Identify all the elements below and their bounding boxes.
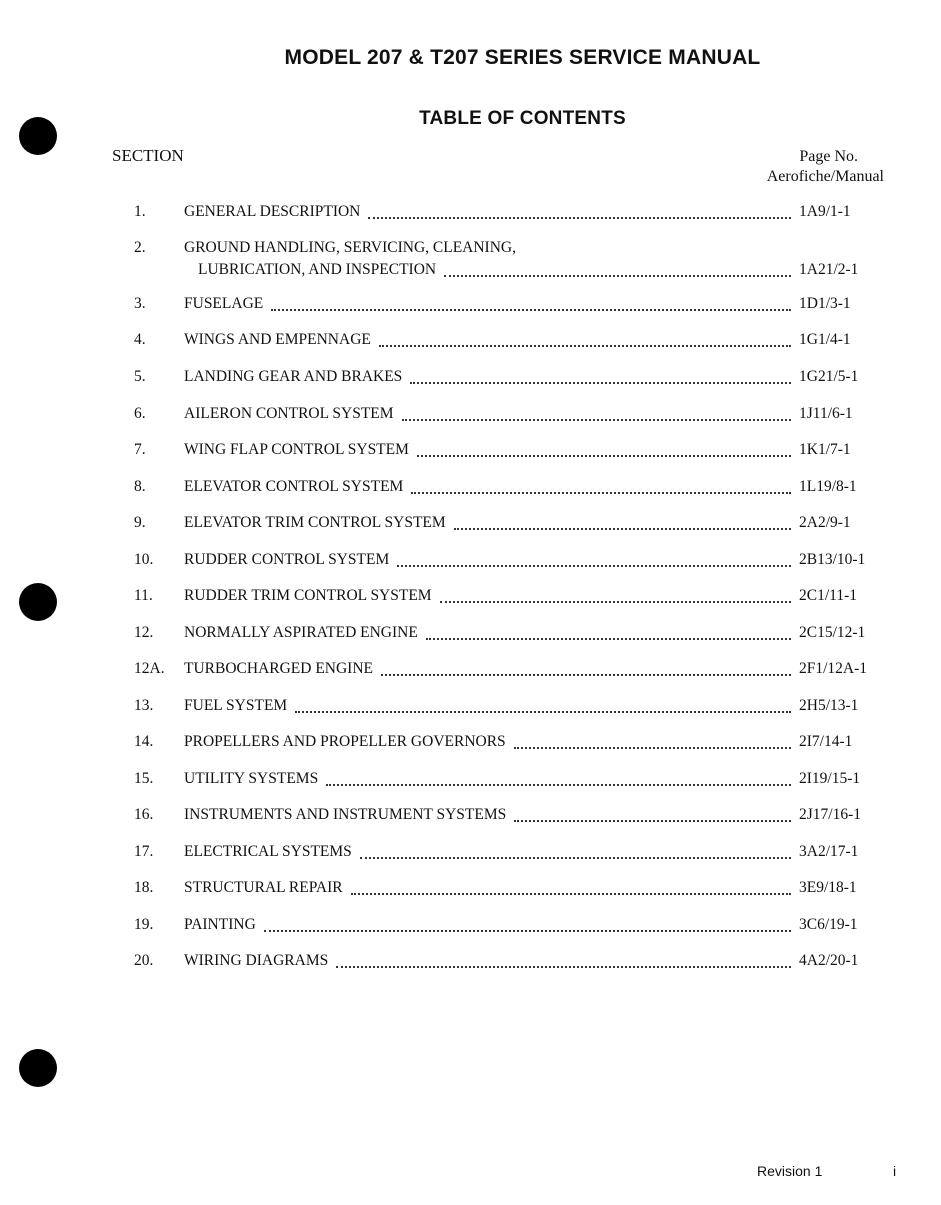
toc-entry[interactable] (134, 478, 879, 500)
entry-title: WING FLAP CONTROL SYSTEM (184, 441, 409, 458)
toc-entry[interactable] (134, 514, 879, 536)
entry-number: 11. (134, 587, 153, 604)
dot-leader (271, 309, 791, 311)
entry-page: 2J17/16-1 (799, 806, 861, 823)
entry-title: GROUND HANDLING, SERVICING, CLEANING, (184, 239, 516, 256)
entry-number: 4. (134, 331, 146, 348)
entry-title: WIRING DIAGRAMS (184, 952, 329, 969)
page-formats-label: Aerofiche/Manual (766, 168, 884, 185)
entry-number: 2. (134, 239, 146, 256)
entry-page: 1A21/2-1 (799, 261, 859, 278)
entry-number: 1. (134, 203, 146, 220)
entry-number: 14. (134, 733, 154, 750)
entry-page: 2I7/14-1 (799, 733, 853, 750)
entry-title: INSTRUMENTS AND INSTRUMENT SYSTEMS (184, 806, 507, 823)
toc-title: TABLE OF CONTENTS (419, 108, 626, 129)
entry-page: 1G1/4-1 (799, 331, 851, 348)
toc-entry[interactable] (134, 368, 879, 390)
entry-number: 7. (134, 441, 146, 458)
toc-entry[interactable] (134, 441, 879, 463)
dot-leader (326, 784, 791, 786)
entry-page: 2F1/12A-1 (799, 660, 868, 677)
entry-title: ELEVATOR CONTROL SYSTEM (184, 478, 404, 495)
dot-leader (397, 565, 791, 567)
dot-leader (454, 528, 791, 530)
entry-page: 1G21/5-1 (799, 368, 859, 385)
toc-entry[interactable] (134, 551, 879, 573)
entry-number: 13. (134, 697, 154, 714)
toc-entry[interactable] (134, 806, 879, 828)
toc-entry[interactable] (134, 770, 879, 792)
entry-number: 20. (134, 952, 154, 969)
dot-leader (514, 820, 791, 822)
dot-leader (295, 711, 791, 713)
dot-leader (440, 601, 791, 603)
toc-entry[interactable] (134, 879, 879, 901)
entry-title: AILERON CONTROL SYSTEM (184, 405, 394, 422)
entry-number: 8. (134, 478, 146, 495)
entry-title: WINGS AND EMPENNAGE (184, 331, 371, 348)
entry-title-line2: LUBRICATION, AND INSPECTION (198, 261, 437, 278)
entry-page: 3C6/19-1 (799, 916, 858, 933)
section-column-header: SECTION (112, 146, 184, 165)
entry-page: 2B13/10-1 (799, 551, 866, 568)
entry-page: 1L19/8-1 (799, 478, 857, 495)
entry-title-block (184, 239, 879, 283)
revision-label: Revision 1 (757, 1163, 823, 1179)
entry-number: 12. (134, 624, 154, 641)
dot-leader (410, 382, 791, 384)
dot-leader (336, 966, 791, 968)
entry-title: UTILITY SYSTEMS (184, 770, 319, 787)
toc-entry[interactable] (134, 331, 879, 353)
entry-title-continuation (184, 261, 879, 283)
entry-page: 1A9/1-1 (799, 203, 851, 220)
entry-page: 2C1/11-1 (799, 587, 857, 604)
entry-title: PROPELLERS AND PROPELLER GOVERNORS (184, 733, 506, 750)
dot-leader (360, 857, 791, 859)
dot-leader (417, 455, 791, 457)
entry-title: RUDDER CONTROL SYSTEM (184, 551, 390, 568)
dot-leader (368, 217, 791, 219)
toc-entry[interactable] (134, 843, 879, 865)
binder-hole-middle (19, 583, 57, 621)
toc-entry[interactable] (134, 660, 879, 682)
toc-entry[interactable] (134, 295, 879, 317)
entry-title: FUEL SYSTEM (184, 697, 288, 714)
entry-title: STRUCTURAL REPAIR (184, 879, 343, 896)
entry-title: NORMALLY ASPIRATED ENGINE (184, 624, 418, 641)
entry-number: 17. (134, 843, 154, 860)
toc-entry[interactable] (134, 624, 879, 646)
binder-hole-bottom (19, 1049, 57, 1087)
entry-number: 15. (134, 770, 154, 787)
entry-page: 2I19/15-1 (799, 770, 861, 787)
dot-leader (402, 419, 791, 421)
dot-leader (381, 674, 791, 676)
entry-page: 3E9/18-1 (799, 879, 857, 896)
toc-entry[interactable] (134, 405, 879, 427)
entry-number: 12A. (134, 660, 165, 677)
entry-page: 3A2/17-1 (799, 843, 859, 860)
manual-title: MODEL 207 & T207 SERIES SERVICE MANUAL (284, 46, 761, 69)
entry-page: 2A2/9-1 (799, 514, 851, 531)
page-column-header (767, 147, 884, 187)
entry-title: PAINTING (184, 916, 256, 933)
entry-page: 2C15/12-1 (799, 624, 866, 641)
entry-number: 18. (134, 879, 154, 896)
dot-leader (351, 893, 791, 895)
entry-number: 3. (134, 295, 146, 312)
entry-page: 1K1/7-1 (799, 441, 851, 458)
toc-entry[interactable] (134, 697, 879, 719)
entry-page: 4A2/20-1 (799, 952, 859, 969)
entry-number: 9. (134, 514, 146, 531)
entry-title: RUDDER TRIM CONTROL SYSTEM (184, 587, 432, 604)
toc-entry[interactable] (134, 203, 879, 225)
dot-leader (411, 492, 791, 494)
entry-number: 10. (134, 551, 154, 568)
entry-number: 19. (134, 916, 154, 933)
toc-entry[interactable] (134, 239, 879, 283)
dot-leader (514, 747, 791, 749)
dot-leader (379, 345, 791, 347)
entry-title: TURBOCHARGED ENGINE (184, 660, 374, 677)
entry-title: FUSELAGE (184, 295, 264, 312)
entry-number: 5. (134, 368, 146, 385)
page-number: i (893, 1163, 897, 1179)
entry-page: 1J11/6-1 (799, 405, 853, 422)
dot-leader (426, 638, 791, 640)
entry-number: 6. (134, 405, 146, 422)
entry-title: LANDING GEAR AND BRAKES (184, 368, 403, 385)
entry-title: GENERAL DESCRIPTION (184, 203, 361, 220)
toc-entry[interactable] (134, 733, 879, 755)
entry-title: ELECTRICAL SYSTEMS (184, 843, 352, 860)
dot-leader (444, 275, 791, 277)
entry-number: 16. (134, 806, 154, 823)
toc-entry[interactable] (134, 952, 879, 974)
entry-page: 1D1/3-1 (799, 295, 851, 312)
dot-leader (264, 930, 791, 932)
entry-title: ELEVATOR TRIM CONTROL SYSTEM (184, 514, 446, 531)
page-no-label: Page No. (799, 148, 858, 165)
toc-entry[interactable] (134, 587, 879, 609)
entry-page: 2H5/13-1 (799, 697, 859, 714)
toc-entry[interactable] (134, 916, 879, 938)
